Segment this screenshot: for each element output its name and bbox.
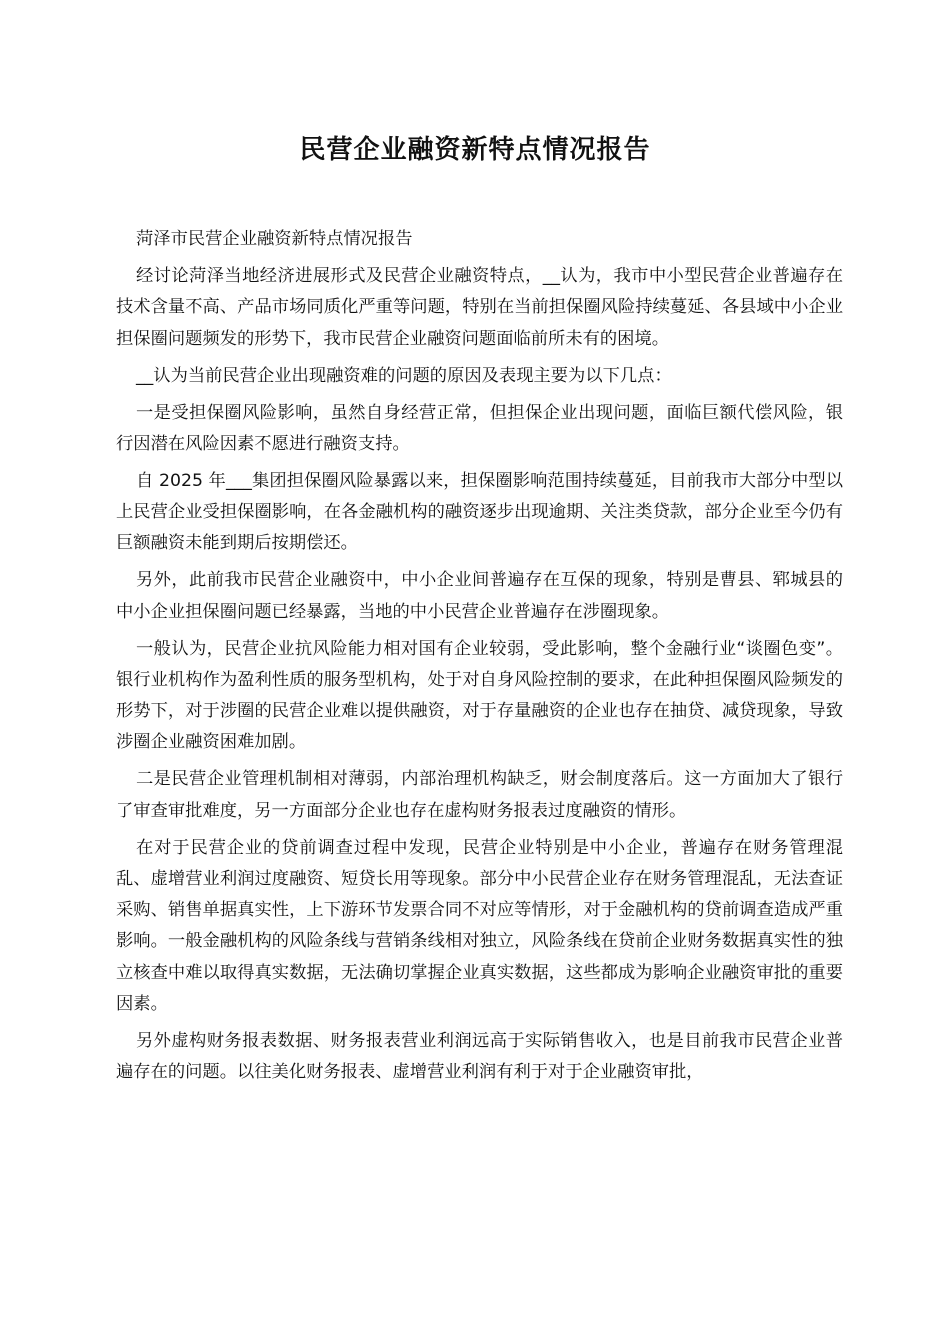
paragraph: 菏泽市民营企业融资新特点情况报告 (136, 229, 413, 249)
paragraph: 另外虚构财务报表数据、财务报表营业利润远高于实际销售收入，也是目前我市民营企业普遍存在的问题。以往美化财务报表、虚增营业利润有利于对于企业融资审批， (116, 1030, 843, 1083)
document-title: 民营企业融资新特点情况报告 (299, 135, 651, 165)
paragraph: 一是受担保圈风险影响，虽然自身经营正常，但担保企业出现问题，面临巨额代偿风险，银行因潜在风险因素不愿进行融资支持。 (116, 402, 843, 454)
paragraph: 一般认为，民营企业抗风险能力相对国有企业较弱，受此影响，整个金融行业“谈圈色变”。银行业机构作为盈利性质的服务型机构，处于对自身风险控制的要求，在此种担保圈风险频发的形势下，对于涉圈的民营企业难以提供融资，对于存量融资的企业也存在抽贷、减贷现象，导致涉圈企业融资困难加剧。 (116, 638, 843, 753)
paragraph: 在对于民营企业的贷前调查过程中发现，民营企业特别是中小企业，普遍存在财务管理混乱、虚增营业利润过度融资、短贷长用等现象。部分中小民营企业存在财务管理混乱，无法查证采购、销售单据真实性，上下游环节发票合同不对应等情形，对于金融机构的贷前调查造成严重影响。一般金融机构的风险条线与营销条线相对独立，风险条线在贷前企业财务数据真实性的独立核查中难以取得真实数据，无法确切掌握企业真实数据，这些都成为影响企业融资审批的重要因素。 (116, 837, 843, 1014)
paragraph: 另外，此前我市民营企业融资中，中小企业间普遍存在互保的现象，特别是曹县、郓城县的中小企业担保圈问题已经暴露，当地的中小民营企业普遍存在涉圈现象。 (116, 570, 843, 622)
paragraph: 经讨论菏泽当地经济进展形式及民营企业融资特点，__认为，我市中小型民营企业普遍存在技术含量不高、产品市场同质化严重等问题，特别在当前担保圈风险持续蔓延、各县域中小企业担保圈问题频发的形势下，我市民营企业融资问题面临前所未有的困境。 (116, 266, 843, 349)
document-body (116, 224, 843, 1088)
paragraph: 自 2025 年___集团担保圈风险暴露以来，担保圈影响范围持续蔓延，目前我市大部分中型以上民营企业受担保圈影响，在各金融机构的融资逐步出现逾期、关注类贷款，部分企业至今仍有巨额融资未能到期后按期偿还。 (116, 470, 843, 554)
paragraph: __认为当前民营企业出现融资难的问题的原因及表现主要为以下几点： (136, 365, 672, 386)
paragraph: 二是民营企业管理机制相对薄弱，内部治理机构缺乏，财会制度落后。这一方面加大了银行了审查审批难度，另一方面部分企业也存在虚构财务报表过度融资的情形。 (116, 769, 843, 821)
